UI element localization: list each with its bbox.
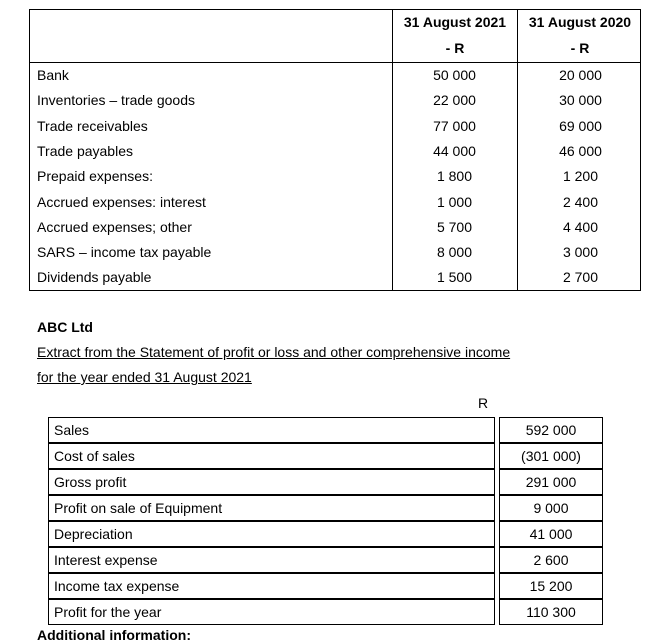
company-name: ABC Ltd [37,319,93,335]
income-label: Profit for the year [48,599,495,625]
value-2020: 1 200 [562,168,599,184]
row-label: Accrued expenses; other [37,219,192,235]
extract-title-line1: Extract from the Statement of profit or loss and other comprehensive income [37,344,511,360]
header-unit-2020: - R [570,40,590,56]
row-label: SARS – income tax payable [37,244,212,260]
value-2021: 77 000 [433,118,476,134]
income-value: 592 000 [499,417,603,443]
row-label: Accrued expenses: interest [37,194,206,210]
income-label: Income tax expense [48,573,495,599]
income-label: Gross profit [48,469,495,495]
additional-information-heading: Additional information: [37,627,191,643]
income-label: Interest expense [48,547,495,573]
income-label: Depreciation [48,521,495,547]
income-label: Cost of sales [48,443,495,469]
income-value: 2 600 [499,547,603,573]
value-2020: 46 000 [559,143,602,159]
currency-column-header: R [478,395,489,411]
value-2020: 2 400 [562,194,599,210]
value-2021: 44 000 [433,143,476,159]
income-value: 15 200 [499,573,603,599]
header-divider [30,62,640,63]
value-2021: 50 000 [433,67,476,83]
income-value: (301 000) [499,443,603,469]
income-value: 9 000 [499,495,603,521]
header-date-2020: 31 August 2020 [528,14,632,30]
value-2020: 2 700 [562,269,599,285]
row-label: Bank [37,67,69,83]
row-label: Inventories – trade goods [37,92,195,108]
row-label: Dividends payable [37,269,152,285]
value-2020: 69 000 [559,118,602,134]
value-2021: 1 500 [436,269,473,285]
value-2020: 4 400 [562,219,599,235]
extract-title-line2: for the year ended 31 August 2021 [37,369,252,385]
value-2021: 8 000 [436,244,473,260]
value-2020: 3 000 [562,244,599,260]
header-unit-2021: - R [445,40,465,56]
header-date-2021: 31 August 2021 [403,14,507,30]
row-label: Trade payables [37,143,133,159]
income-value: 110 300 [499,599,603,625]
value-2021: 1 000 [436,194,473,210]
income-value: 41 000 [499,521,603,547]
row-label: Trade receivables [37,118,148,134]
value-2020: 30 000 [559,92,602,108]
value-2021: 1 800 [436,168,473,184]
income-value: 291 000 [499,469,603,495]
income-label: Profit on sale of Equipment [48,495,495,521]
row-label: Prepaid expenses: [37,168,153,184]
income-statement-table [48,417,603,625]
value-2021: 22 000 [433,92,476,108]
value-2021: 5 700 [436,219,473,235]
balance-table [29,9,641,291]
income-label: Sales [48,417,495,443]
value-2020: 20 000 [559,67,602,83]
